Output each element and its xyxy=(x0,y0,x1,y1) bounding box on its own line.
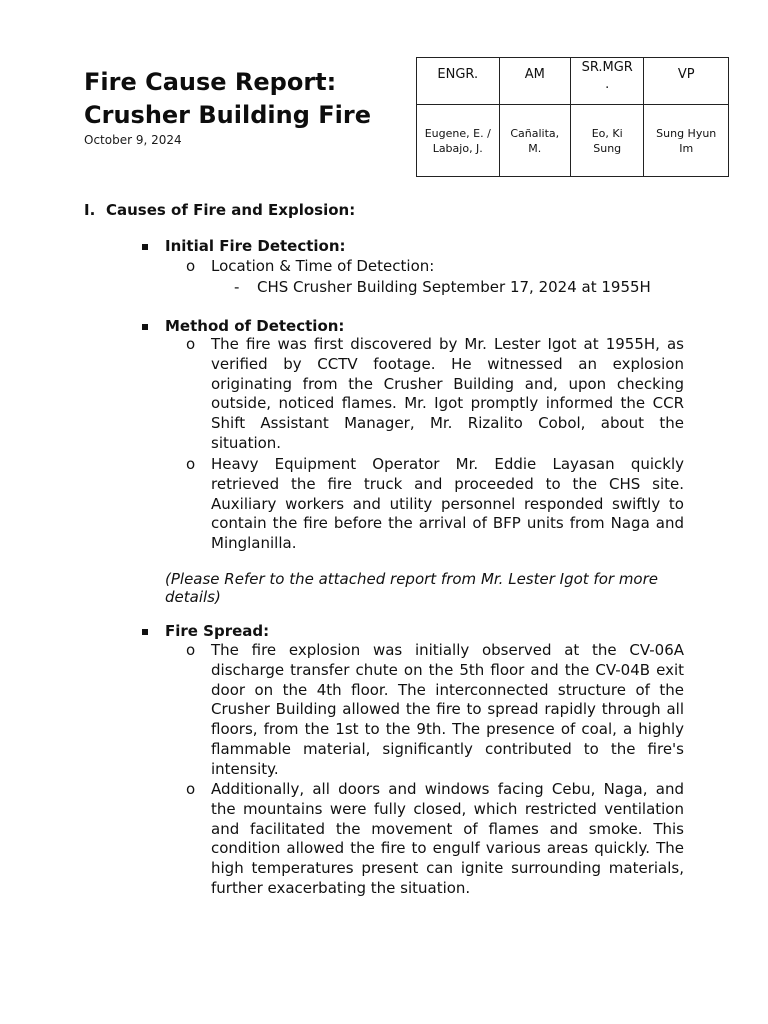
approval-names-row xyxy=(417,105,729,177)
sub-item-discovery xyxy=(186,335,684,454)
square-bullet-icon xyxy=(142,629,148,635)
dash-bullet-icon: - xyxy=(234,278,240,296)
section-heading xyxy=(84,201,355,219)
reference-note: (Please Refer to the attached report from Mr. Lester Igot for more details) xyxy=(165,570,659,606)
name-line: Labajo, J. xyxy=(432,141,483,155)
approval-header-srmgr xyxy=(570,58,643,105)
sub-item-origin-spread xyxy=(186,641,684,780)
circle-bullet-icon: o xyxy=(186,257,196,275)
approval-header-vp: VP xyxy=(644,58,729,105)
detail-text: CHS Crusher Building September 17, 2024 at 1955H xyxy=(257,278,651,296)
circle-bullet-icon: o xyxy=(186,335,196,353)
name-line: Eugene, E. / xyxy=(424,126,491,140)
title-line-2: Crusher Building Fire xyxy=(84,101,371,129)
report-title xyxy=(84,66,371,132)
sub-item-text: Heavy Equipment Operator Mr. Eddie Layasan quickly retrieved the fire truck and proceeded to the CHS site. Auxiliary workers and utility personnel responded swiftly to contain the fire before the arrival of BFP units from Naga and Minglanilla. xyxy=(211,455,684,553)
name-line: Cañalita, xyxy=(510,126,560,140)
report-date: October 9, 2024 xyxy=(84,133,182,147)
name-line: M. xyxy=(528,141,542,155)
srmgr-label: SR.MGR xyxy=(581,60,633,75)
approval-name-vp xyxy=(644,105,729,177)
name-line: Sung Hyun xyxy=(656,126,717,140)
sub-item-text: Location & Time of Detection: xyxy=(211,257,435,275)
square-bullet-icon xyxy=(142,244,148,250)
name-line: Eo, Ki xyxy=(591,126,623,140)
name-line: Sung xyxy=(593,141,622,155)
approval-table xyxy=(416,57,729,177)
section-title: Causes of Fire and Explosion: xyxy=(106,201,356,219)
sub-item-response xyxy=(186,455,684,554)
circle-bullet-icon: o xyxy=(186,780,196,798)
bullet-label: Fire Spread: xyxy=(165,622,270,640)
sub-item-text: The fire explosion was initially observed at the CV-06A discharge transfer chute on the 5th floor and the CV-04B exit door on the 4th floor. The interconnected structure of the Crusher Building allowed the fire to spread rapidly through all floors, from the 1st to the 9th. The presence of coal, a highly flammable material, significantly contributed to the fire's intensity. xyxy=(211,641,684,778)
circle-bullet-icon: o xyxy=(186,455,196,473)
approval-name-am xyxy=(499,105,570,177)
approval-header-am: AM xyxy=(499,58,570,105)
sub-item-text: The fire was first discovered by Mr. Lester Igot at 1955H, as verified by CCTV footage. He witnessed an explosion originating from the Crusher Building and, upon checking outside, noticed flames. Mr. Igot promptly informed the CCR Shift Assistant Manager, Mr. Rizalito Cobol, about the situation. xyxy=(211,335,684,452)
approval-name-engr xyxy=(417,105,500,177)
bullet-label: Method of Detection: xyxy=(165,317,345,335)
sub-item-ventilation xyxy=(186,780,684,899)
title-line-1: Fire Cause Report: xyxy=(84,68,337,96)
approval-header-engr: ENGR. xyxy=(417,58,500,105)
sub-item-location-time xyxy=(186,257,684,277)
sub-item-text: Additionally, all doors and windows facing Cebu, Naga, and the mountains were fully closed, which restricted ventilation and facilitated the movement of flames and smoke. This condition allowed the fire to engulf various areas quickly. The high temperatures present can ignite surrounding materials, further exacerbating the situation. xyxy=(211,780,684,897)
name-line: Im xyxy=(679,141,694,155)
bullet-label: Initial Fire Detection: xyxy=(165,237,346,255)
circle-bullet-icon: o xyxy=(186,641,196,659)
section-number: I. xyxy=(84,201,96,219)
srmgr-dot: . xyxy=(605,77,610,92)
approval-header-row xyxy=(417,58,729,105)
approval-name-srmgr xyxy=(570,105,643,177)
square-bullet-icon xyxy=(142,324,148,330)
